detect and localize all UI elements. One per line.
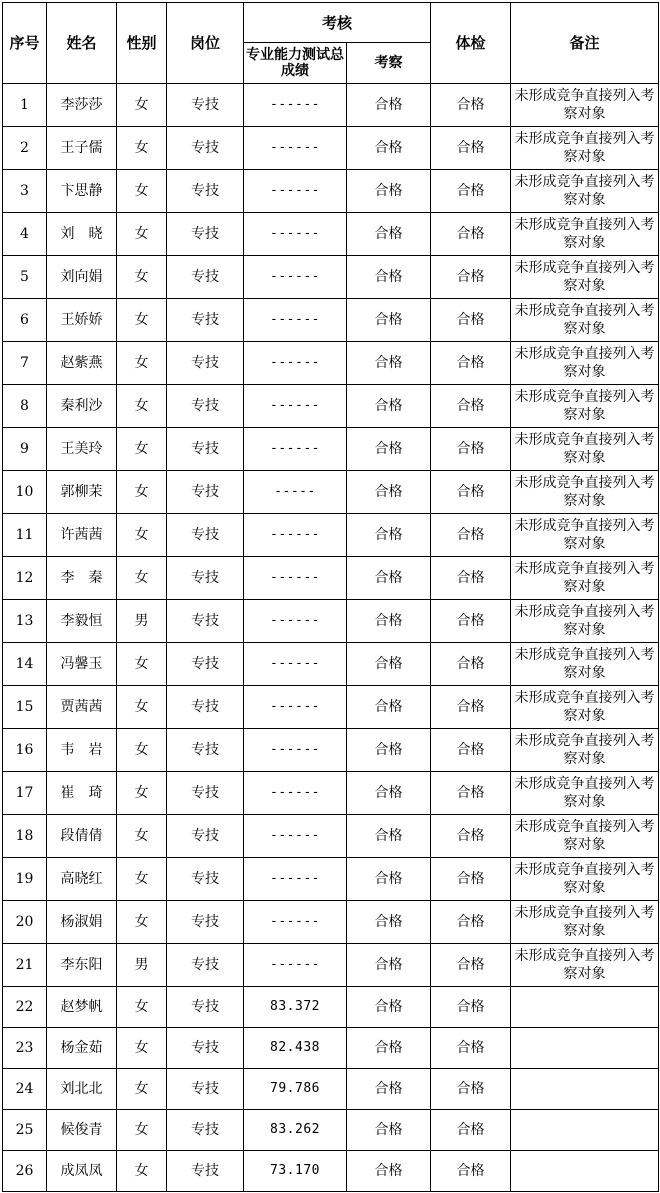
- cell-post: 专技: [167, 600, 244, 643]
- cell-inspection: 合格: [347, 600, 431, 643]
- cell-score: 79.786: [244, 1069, 347, 1110]
- table-row: [3, 944, 659, 987]
- cell-remarks: 未形成竞争直接列入考察对象: [511, 84, 659, 127]
- cell-inspection: 合格: [347, 643, 431, 686]
- cell-remarks: [511, 987, 659, 1028]
- cell-index: 12: [3, 557, 47, 600]
- cell-physical: 合格: [431, 213, 511, 256]
- cell-index: 5: [3, 256, 47, 299]
- cell-score: 83.262: [244, 1110, 347, 1151]
- cell-physical: 合格: [431, 170, 511, 213]
- cell-post: 专技: [167, 901, 244, 944]
- cell-post: 专技: [167, 84, 244, 127]
- cell-index: 26: [3, 1151, 47, 1192]
- cell-post: 专技: [167, 772, 244, 815]
- cell-name: 王子儒: [47, 127, 117, 170]
- cell-gender: 女: [117, 557, 167, 600]
- cell-gender: 女: [117, 815, 167, 858]
- cell-index: 23: [3, 1028, 47, 1069]
- cell-name: 刘 晓: [47, 213, 117, 256]
- cell-name: 段倩倩: [47, 815, 117, 858]
- cell-score: ------: [244, 428, 347, 471]
- cell-post: 专技: [167, 127, 244, 170]
- cell-gender: 女: [117, 256, 167, 299]
- cell-remarks: 未形成竞争直接列入考察对象: [511, 858, 659, 901]
- table-row: [3, 342, 659, 385]
- cell-physical: 合格: [431, 557, 511, 600]
- cell-physical: 合格: [431, 385, 511, 428]
- cell-inspection: 合格: [347, 772, 431, 815]
- table-row: [3, 299, 659, 342]
- cell-gender: 女: [117, 729, 167, 772]
- cell-gender: 女: [117, 643, 167, 686]
- cell-gender: 女: [117, 342, 167, 385]
- cell-inspection: 合格: [347, 686, 431, 729]
- cell-score: ------: [244, 686, 347, 729]
- header-post: 岗位: [167, 3, 244, 84]
- cell-post: 专技: [167, 385, 244, 428]
- cell-index: 10: [3, 471, 47, 514]
- cell-name: 王美玲: [47, 428, 117, 471]
- cell-post: 专技: [167, 643, 244, 686]
- cell-index: 2: [3, 127, 47, 170]
- cell-score: ------: [244, 858, 347, 901]
- table-row: [3, 1069, 659, 1110]
- cell-inspection: 合格: [347, 729, 431, 772]
- header-remarks: 备注: [511, 3, 659, 84]
- table-row: [3, 428, 659, 471]
- cell-gender: 女: [117, 1069, 167, 1110]
- cell-score: ------: [244, 901, 347, 944]
- cell-score: ------: [244, 256, 347, 299]
- cell-gender: 女: [117, 858, 167, 901]
- cell-name: 杨淑娟: [47, 901, 117, 944]
- cell-remarks: 未形成竞争直接列入考察对象: [511, 428, 659, 471]
- cell-remarks: 未形成竞争直接列入考察对象: [511, 901, 659, 944]
- cell-index: 17: [3, 772, 47, 815]
- cell-post: 专技: [167, 428, 244, 471]
- cell-inspection: 合格: [347, 1069, 431, 1110]
- table-row: [3, 643, 659, 686]
- table-row: [3, 385, 659, 428]
- cell-post: 专技: [167, 170, 244, 213]
- cell-score: ------: [244, 342, 347, 385]
- cell-physical: 合格: [431, 987, 511, 1028]
- table-row: [3, 1028, 659, 1069]
- cell-score: 73.170: [244, 1151, 347, 1192]
- table-row: [3, 1110, 659, 1151]
- cell-gender: 男: [117, 944, 167, 987]
- header-inspection: 考察: [347, 43, 431, 84]
- cell-name: 李毅恒: [47, 600, 117, 643]
- header-physical: 体检: [431, 3, 511, 84]
- cell-physical: 合格: [431, 514, 511, 557]
- cell-name: 候俊青: [47, 1110, 117, 1151]
- cell-remarks: 未形成竞争直接列入考察对象: [511, 600, 659, 643]
- cell-post: 专技: [167, 514, 244, 557]
- cell-score: ------: [244, 170, 347, 213]
- cell-remarks: 未形成竞争直接列入考察对象: [511, 686, 659, 729]
- table-row: [3, 815, 659, 858]
- cell-physical: 合格: [431, 600, 511, 643]
- cell-name: 崔 琦: [47, 772, 117, 815]
- cell-name: 王娇娇: [47, 299, 117, 342]
- cell-name: 李东阳: [47, 944, 117, 987]
- table-row: [3, 471, 659, 514]
- cell-gender: 女: [117, 385, 167, 428]
- cell-inspection: 合格: [347, 256, 431, 299]
- cell-inspection: 合格: [347, 428, 431, 471]
- cell-remarks: 未形成竞争直接列入考察对象: [511, 815, 659, 858]
- cell-gender: 女: [117, 170, 167, 213]
- cell-post: 专技: [167, 686, 244, 729]
- cell-inspection: 合格: [347, 944, 431, 987]
- cell-index: 22: [3, 987, 47, 1028]
- cell-post: 专技: [167, 471, 244, 514]
- cell-name: 卞思静: [47, 170, 117, 213]
- table-row: [3, 729, 659, 772]
- cell-gender: 女: [117, 514, 167, 557]
- cell-index: 19: [3, 858, 47, 901]
- cell-post: 专技: [167, 987, 244, 1028]
- cell-post: 专技: [167, 815, 244, 858]
- cell-name: 成凤凤: [47, 1151, 117, 1192]
- cell-physical: 合格: [431, 729, 511, 772]
- cell-gender: 女: [117, 1151, 167, 1192]
- cell-post: 专技: [167, 1028, 244, 1069]
- cell-index: 21: [3, 944, 47, 987]
- cell-index: 7: [3, 342, 47, 385]
- cell-remarks: 未形成竞争直接列入考察对象: [511, 557, 659, 600]
- cell-score: ------: [244, 944, 347, 987]
- cell-remarks: 未形成竞争直接列入考察对象: [511, 170, 659, 213]
- cell-gender: 女: [117, 686, 167, 729]
- cell-inspection: 合格: [347, 1110, 431, 1151]
- cell-post: 专技: [167, 256, 244, 299]
- cell-gender: 女: [117, 1110, 167, 1151]
- cell-remarks: 未形成竞争直接列入考察对象: [511, 385, 659, 428]
- cell-inspection: 合格: [347, 987, 431, 1028]
- cell-physical: 合格: [431, 299, 511, 342]
- cell-inspection: 合格: [347, 471, 431, 514]
- cell-index: 25: [3, 1110, 47, 1151]
- cell-gender: 女: [117, 1028, 167, 1069]
- cell-name: 李 秦: [47, 557, 117, 600]
- cell-physical: 合格: [431, 428, 511, 471]
- cell-inspection: 合格: [347, 901, 431, 944]
- cell-remarks: 未形成竞争直接列入考察对象: [511, 213, 659, 256]
- cell-inspection: 合格: [347, 514, 431, 557]
- cell-name: 韦 岩: [47, 729, 117, 772]
- cell-score: ------: [244, 729, 347, 772]
- cell-remarks: [511, 1069, 659, 1110]
- cell-name: 赵梦帆: [47, 987, 117, 1028]
- cell-remarks: [511, 1110, 659, 1151]
- cell-name: 贾茜茜: [47, 686, 117, 729]
- cell-inspection: 合格: [347, 1151, 431, 1192]
- table-row: [3, 213, 659, 256]
- cell-post: 专技: [167, 342, 244, 385]
- cell-name: 秦利沙: [47, 385, 117, 428]
- cell-inspection: 合格: [347, 170, 431, 213]
- cell-gender: 男: [117, 600, 167, 643]
- table-row: [3, 901, 659, 944]
- cell-index: 15: [3, 686, 47, 729]
- cell-post: 专技: [167, 1069, 244, 1110]
- cell-physical: 合格: [431, 127, 511, 170]
- cell-physical: 合格: [431, 1151, 511, 1192]
- cell-index: 14: [3, 643, 47, 686]
- cell-physical: 合格: [431, 643, 511, 686]
- cell-score: ------: [244, 514, 347, 557]
- cell-score: ------: [244, 127, 347, 170]
- cell-index: 6: [3, 299, 47, 342]
- cell-inspection: 合格: [347, 84, 431, 127]
- cell-gender: 女: [117, 901, 167, 944]
- cell-index: 18: [3, 815, 47, 858]
- cell-name: 李莎莎: [47, 84, 117, 127]
- cell-name: 许茜茜: [47, 514, 117, 557]
- cell-remarks: 未形成竞争直接列入考察对象: [511, 772, 659, 815]
- table-row: [3, 170, 659, 213]
- cell-score: ------: [244, 385, 347, 428]
- cell-post: 专技: [167, 858, 244, 901]
- cell-score: 82.438: [244, 1028, 347, 1069]
- cell-score: ------: [244, 84, 347, 127]
- cell-score: ------: [244, 643, 347, 686]
- cell-remarks: 未形成竞争直接列入考察对象: [511, 944, 659, 987]
- header-score: 专业能力测试总成绩: [244, 43, 347, 84]
- cell-post: 专技: [167, 213, 244, 256]
- cell-physical: 合格: [431, 84, 511, 127]
- table-body: [3, 84, 659, 1192]
- table-row: [3, 987, 659, 1028]
- cell-inspection: 合格: [347, 385, 431, 428]
- cell-physical: 合格: [431, 256, 511, 299]
- cell-name: 冯馨玉: [47, 643, 117, 686]
- cell-index: 16: [3, 729, 47, 772]
- cell-name: 刘向娟: [47, 256, 117, 299]
- cell-post: 专技: [167, 557, 244, 600]
- cell-remarks: 未形成竞争直接列入考察对象: [511, 342, 659, 385]
- cell-name: 郭柳茉: [47, 471, 117, 514]
- cell-index: 11: [3, 514, 47, 557]
- cell-score: ------: [244, 213, 347, 256]
- cell-name: 刘北北: [47, 1069, 117, 1110]
- cell-physical: 合格: [431, 471, 511, 514]
- cell-physical: 合格: [431, 1110, 511, 1151]
- cell-index: 9: [3, 428, 47, 471]
- cell-post: 专技: [167, 1110, 244, 1151]
- cell-physical: 合格: [431, 686, 511, 729]
- cell-post: 专技: [167, 1151, 244, 1192]
- cell-remarks: 未形成竞争直接列入考察对象: [511, 729, 659, 772]
- cell-remarks: [511, 1028, 659, 1069]
- cell-inspection: 合格: [347, 213, 431, 256]
- table-header: [3, 3, 659, 84]
- cell-index: 8: [3, 385, 47, 428]
- cell-score: ------: [244, 815, 347, 858]
- cell-physical: 合格: [431, 815, 511, 858]
- header-gender: 性别: [117, 3, 167, 84]
- cell-gender: 女: [117, 428, 167, 471]
- cell-physical: 合格: [431, 858, 511, 901]
- header-index: 序号: [3, 3, 47, 84]
- cell-post: 专技: [167, 944, 244, 987]
- cell-inspection: 合格: [347, 858, 431, 901]
- cell-score: -----: [244, 471, 347, 514]
- table-row: [3, 514, 659, 557]
- cell-gender: 女: [117, 299, 167, 342]
- cell-physical: 合格: [431, 342, 511, 385]
- table-row: [3, 600, 659, 643]
- cell-score: ------: [244, 557, 347, 600]
- cell-remarks: 未形成竞争直接列入考察对象: [511, 471, 659, 514]
- cell-inspection: 合格: [347, 815, 431, 858]
- cell-physical: 合格: [431, 1028, 511, 1069]
- cell-remarks: 未形成竞争直接列入考察对象: [511, 299, 659, 342]
- cell-remarks: [511, 1151, 659, 1192]
- cell-index: 1: [3, 84, 47, 127]
- header-assessment: 考核: [244, 3, 431, 43]
- cell-name: 赵紫燕: [47, 342, 117, 385]
- cell-physical: 合格: [431, 1069, 511, 1110]
- results-table: [2, 2, 659, 1192]
- header-name: 姓名: [47, 3, 117, 84]
- cell-physical: 合格: [431, 901, 511, 944]
- table-row: [3, 686, 659, 729]
- cell-remarks: 未形成竞争直接列入考察对象: [511, 127, 659, 170]
- cell-remarks: 未形成竞争直接列入考察对象: [511, 643, 659, 686]
- cell-gender: 女: [117, 84, 167, 127]
- cell-gender: 女: [117, 213, 167, 256]
- cell-score: 83.372: [244, 987, 347, 1028]
- cell-physical: 合格: [431, 944, 511, 987]
- table-row: [3, 858, 659, 901]
- cell-score: ------: [244, 772, 347, 815]
- table-row: [3, 557, 659, 600]
- cell-physical: 合格: [431, 772, 511, 815]
- cell-gender: 女: [117, 127, 167, 170]
- cell-gender: 女: [117, 772, 167, 815]
- cell-inspection: 合格: [347, 342, 431, 385]
- cell-index: 3: [3, 170, 47, 213]
- cell-name: 高晓红: [47, 858, 117, 901]
- cell-remarks: 未形成竞争直接列入考察对象: [511, 256, 659, 299]
- cell-score: ------: [244, 600, 347, 643]
- cell-inspection: 合格: [347, 299, 431, 342]
- table-row: [3, 127, 659, 170]
- cell-inspection: 合格: [347, 1028, 431, 1069]
- cell-index: 13: [3, 600, 47, 643]
- table-row: [3, 772, 659, 815]
- cell-index: 24: [3, 1069, 47, 1110]
- table-row: [3, 84, 659, 127]
- cell-index: 20: [3, 901, 47, 944]
- table-row: [3, 1151, 659, 1192]
- cell-index: 4: [3, 213, 47, 256]
- cell-remarks: 未形成竞争直接列入考察对象: [511, 514, 659, 557]
- table-row: [3, 256, 659, 299]
- cell-inspection: 合格: [347, 127, 431, 170]
- cell-inspection: 合格: [347, 557, 431, 600]
- cell-name: 杨金茹: [47, 1028, 117, 1069]
- cell-score: ------: [244, 299, 347, 342]
- cell-post: 专技: [167, 729, 244, 772]
- cell-gender: 女: [117, 987, 167, 1028]
- cell-post: 专技: [167, 299, 244, 342]
- cell-gender: 女: [117, 471, 167, 514]
